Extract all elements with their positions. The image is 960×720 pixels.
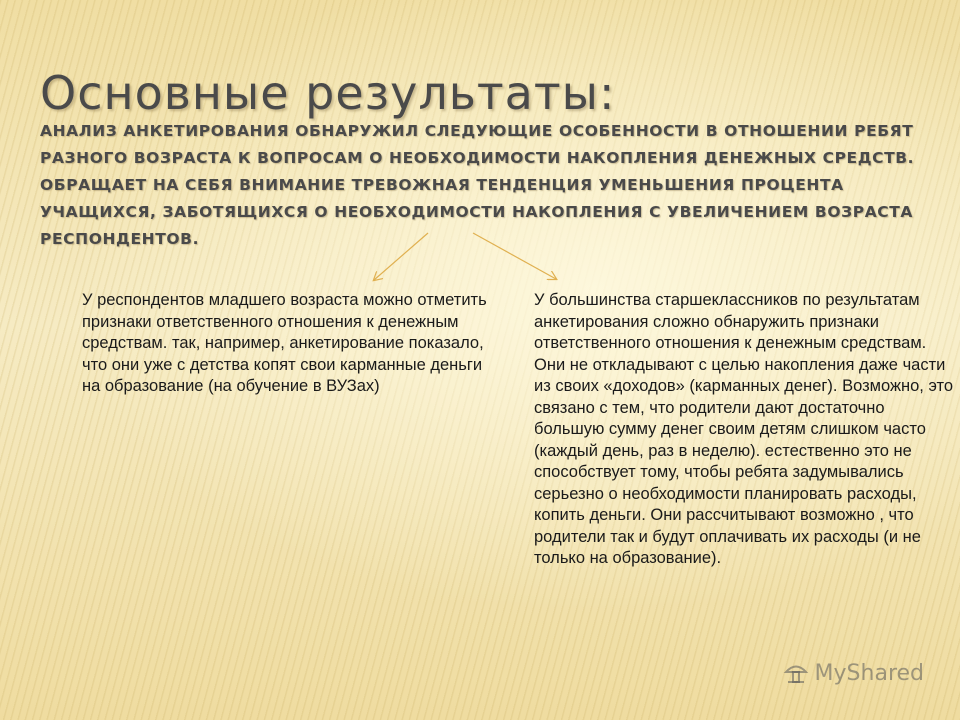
right-column-text: У большинства старшеклассников по результатам анкетирования сложно обнаружить признаки ответственного отношения к денежным средствам. Они не откладывают с целью накопления даже части из своих «доходов» (карманных денег). Возможно, это связано с тем, что родители дают достаточно большую сумму денег своим детям слишком часто (каждый день, раз в неделю). естественно это не способствует тому, чтобы ребята задумывались серьезно о необходимости планировать расходы, копить деньги. Они рассчитывают возможно , что родители так и будут оплачивать их расходы (и не только на образование). [534,291,954,567]
slide-title: Основные результаты: [40,66,616,120]
watermark-text: MyShared [814,660,924,686]
watermark [783,660,924,686]
slide-subtitle: АНАЛИЗ АНКЕТИРОВАНИЯ ОБНАРУЖИЛ СЛЕДУЮЩИЕ ОСОБЕННОСТИ В ОТНОШЕНИИ РЕБЯТ РАЗНОГО ВОЗРАСТА К ВОПРОСАМ О НЕОБХОДИМОСТИ НАКОПЛЕНИЯ ДЕНЕЖНЫХ СРЕДСТВ. ОБРАЩАЕТ НА СЕБЯ ВНИМАНИЕ ТРЕВОЖНАЯ ТЕНДЕНЦИЯ УМЕНЬШЕНИЯ ПРОЦЕНТА УЧАЩИХСЯ, ЗАБОТЯЩИХСЯ О НЕОБХОДИМОСТИ НАКОПЛЕНИЯ С УВЕЛИЧЕНИЕМ ВОЗРАСТА РЕСПОНДЕНТОВ. [40,122,915,248]
mushroom-logo-icon [783,660,809,686]
left-column-text: У респондентов младшего возраста можно отметить признаки ответственного отношения к денежным средствам. так, например, анкетирование показало, что они уже с детства копят свои карманные деньги на образование (на обучение в ВУЗах) [82,291,487,395]
